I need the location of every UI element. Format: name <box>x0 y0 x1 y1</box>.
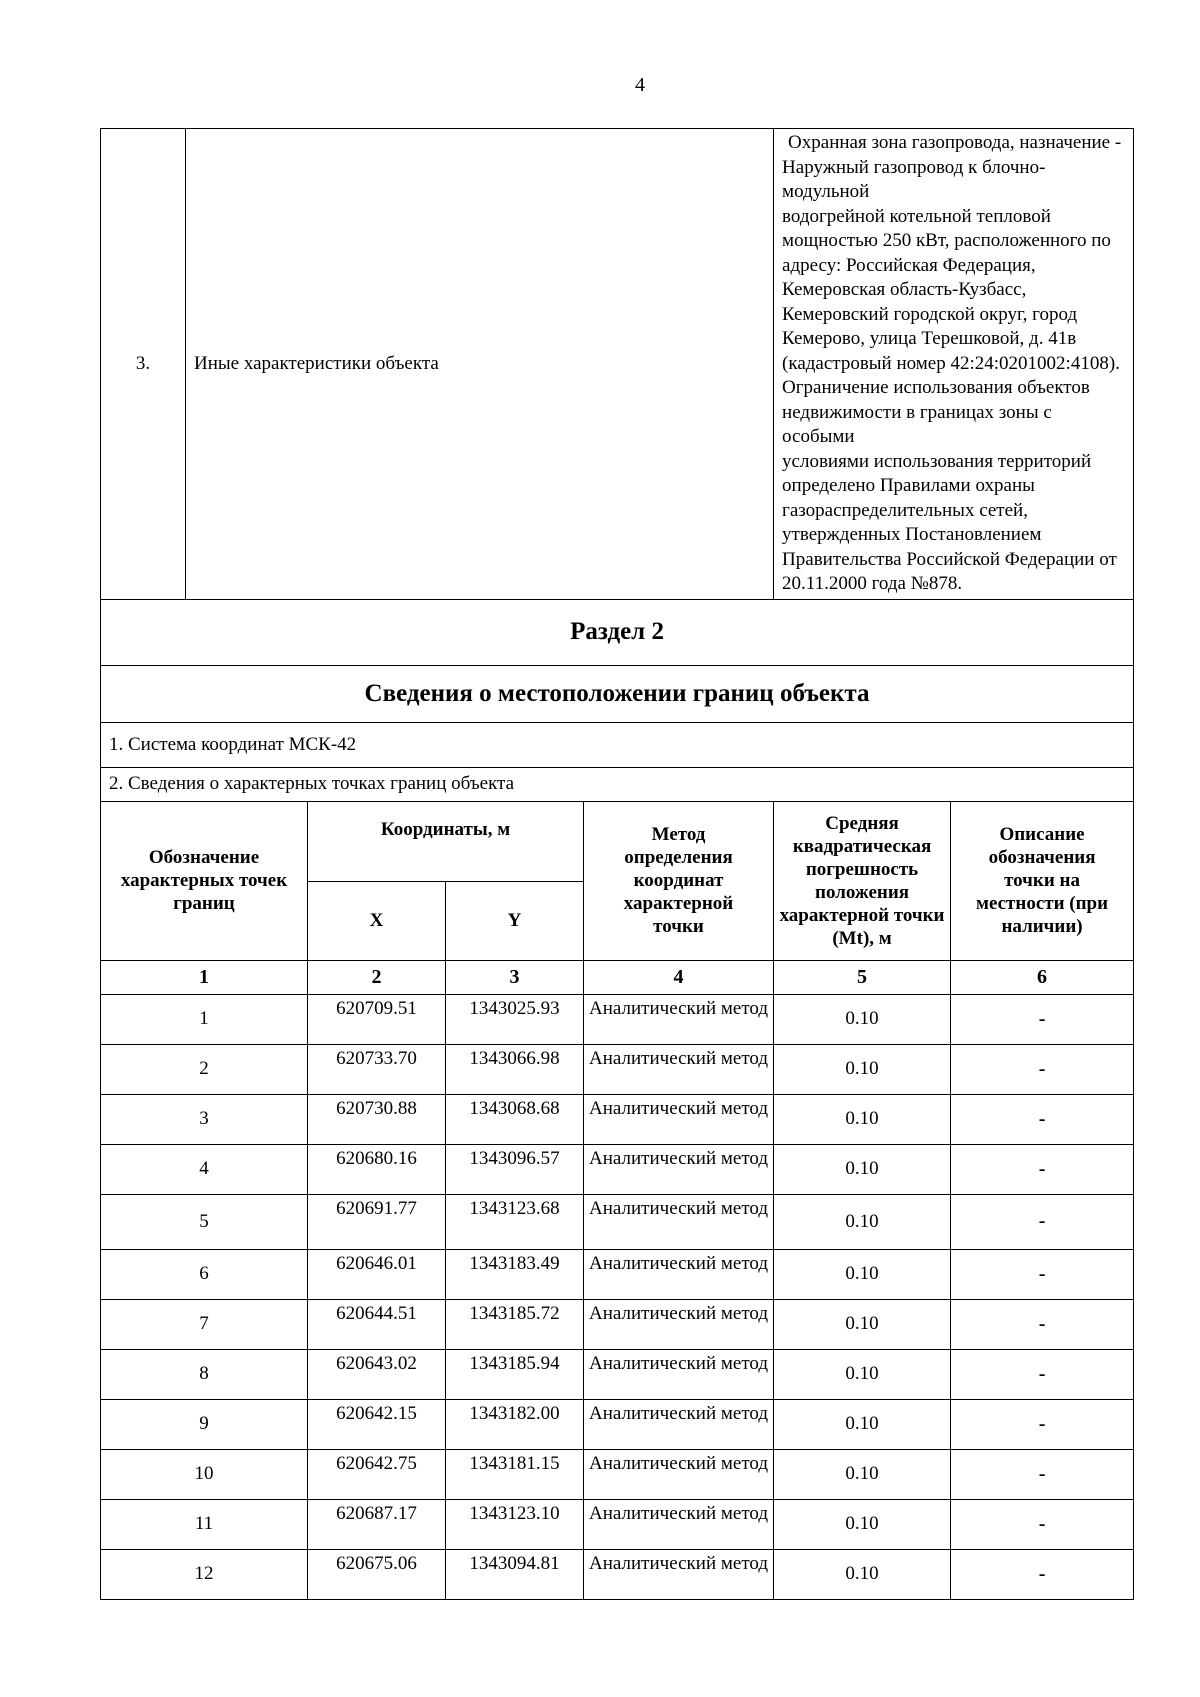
description-line: (кадастровый номер 42:24:0201002:4108). <box>782 352 1120 374</box>
description-line: 20.11.2000 года №878. <box>782 573 963 594</box>
mt-error: 0.10 <box>774 1399 951 1449</box>
description-line: газораспределительных сетей, <box>782 499 1028 521</box>
point-description: - <box>951 1044 1134 1094</box>
mt-error: 0.10 <box>774 1249 951 1299</box>
mt-error: 0.10 <box>774 1449 951 1499</box>
header-coordinates: Координаты, м <box>308 801 584 881</box>
coord-x: 620675.06 <box>308 1549 446 1599</box>
point-description: - <box>951 1399 1134 1449</box>
coord-y: 1343094.81 <box>446 1549 584 1599</box>
description-line: Кемеровский городской округ, город <box>782 303 1078 325</box>
coord-x: 620642.75 <box>308 1449 446 1499</box>
description-line: модульной <box>782 181 870 202</box>
method: Аналитический метод <box>584 1299 774 1349</box>
table-row <box>101 1399 1134 1449</box>
mt-error: 0.10 <box>774 1194 951 1249</box>
point-description: - <box>951 1349 1134 1399</box>
description-line: мощностью 250 кВт, расположенного по <box>782 230 1111 251</box>
column-number: 2 <box>308 960 446 994</box>
coord-x: 620709.51 <box>308 994 446 1044</box>
table-row <box>101 1044 1134 1094</box>
description-line: недвижимости в границах зоны с особыми <box>782 401 1052 447</box>
point-number: 5 <box>101 1194 308 1249</box>
point-number: 3 <box>101 1094 308 1144</box>
mt-error: 0.10 <box>774 1349 951 1399</box>
mt-error: 0.10 <box>774 1499 951 1549</box>
method: Аналитический метод <box>584 1399 774 1449</box>
point-description: - <box>951 1144 1134 1194</box>
points-caption: 2. Сведения о характерных точках границ объекта <box>101 767 1134 801</box>
point-description: - <box>951 994 1134 1044</box>
point-number: 10 <box>101 1449 308 1499</box>
method: Аналитический метод <box>584 1044 774 1094</box>
method: Аналитический метод <box>584 1349 774 1399</box>
mt-error: 0.10 <box>774 994 951 1044</box>
coord-y: 1343182.00 <box>446 1399 584 1449</box>
coord-y: 1343123.10 <box>446 1499 584 1549</box>
point-description: - <box>951 1299 1134 1349</box>
point-number: 4 <box>101 1144 308 1194</box>
coord-y: 1343025.93 <box>446 994 584 1044</box>
column-number: 3 <box>446 960 584 994</box>
document-table <box>100 128 1134 1600</box>
table-row <box>101 1144 1134 1194</box>
mt-error: 0.10 <box>774 1299 951 1349</box>
coordinate-system: 1. Система координат МСК-42 <box>101 722 1134 767</box>
table-row <box>101 1094 1134 1144</box>
description-line: Кемеровская область-Кузбасс, <box>782 279 1027 300</box>
coord-x: 620687.17 <box>308 1499 446 1549</box>
column-number: 4 <box>584 960 774 994</box>
mt-error: 0.10 <box>774 1044 951 1094</box>
point-number: 1 <box>101 994 308 1044</box>
mt-error: 0.10 <box>774 1549 951 1599</box>
table-row <box>101 1499 1134 1549</box>
page-number: 4 <box>635 74 645 96</box>
column-number: 6 <box>951 960 1134 994</box>
table-row <box>101 1194 1134 1249</box>
description-line: Правительства Российской Федерации от <box>782 548 1117 570</box>
section-subtitle: Сведения о местоположении границ объекта <box>101 665 1134 722</box>
coord-y: 1343068.68 <box>446 1094 584 1144</box>
header-designation: Обозначение характерных точек границ <box>101 801 308 960</box>
method: Аналитический метод <box>584 1194 774 1249</box>
point-number: 2 <box>101 1044 308 1094</box>
coord-x: 620733.70 <box>308 1044 446 1094</box>
header-x: X <box>308 881 446 960</box>
coord-x: 620730.88 <box>308 1094 446 1144</box>
point-number: 6 <box>101 1249 308 1299</box>
description-line: Охранная зона газопровода, назначение - <box>788 132 1122 153</box>
coord-x: 620646.01 <box>308 1249 446 1299</box>
coord-y: 1343181.15 <box>446 1449 584 1499</box>
coord-y: 1343185.72 <box>446 1299 584 1349</box>
point-description: - <box>951 1499 1134 1549</box>
object-characteristics-row <box>101 129 1134 600</box>
description-line: водогрейной котельной тепловой <box>782 205 1051 227</box>
row-label: Иные характеристики объекта <box>186 129 774 600</box>
table-row <box>101 1349 1134 1399</box>
description-line: условиями использования территорий <box>782 450 1092 472</box>
coord-y: 1343123.68 <box>446 1194 584 1249</box>
table-row <box>101 1549 1134 1599</box>
header-error: Средняя квадратическая погрешность положения характерной точки (Mt), м <box>774 801 951 960</box>
coord-x: 620691.77 <box>308 1194 446 1249</box>
row-number: 3. <box>101 129 186 600</box>
column-number: 1 <box>101 960 308 994</box>
table-row <box>101 1449 1134 1499</box>
point-number: 11 <box>101 1499 308 1549</box>
method: Аналитический метод <box>584 1249 774 1299</box>
coord-x: 620643.02 <box>308 1349 446 1399</box>
method: Аналитический метод <box>584 1499 774 1549</box>
column-number: 5 <box>774 960 951 994</box>
point-number: 12 <box>101 1549 308 1599</box>
description-line: адресу: Российская Федерация, <box>782 254 1036 276</box>
method: Аналитический метод <box>584 1549 774 1599</box>
header-method: Метод определения координат характерной точки <box>584 801 774 960</box>
description-line: Кемерово, улица Терешковой, д. 41в <box>782 328 1077 349</box>
point-rows <box>101 994 1134 1599</box>
point-description: - <box>951 1094 1134 1144</box>
header-y: Y <box>446 881 584 960</box>
description-line: определено Правилами охраны <box>782 475 1035 496</box>
mt-error: 0.10 <box>774 1144 951 1194</box>
coord-y: 1343185.94 <box>446 1349 584 1399</box>
description-line: Наружный газопровод к блочно- <box>782 156 1046 178</box>
method: Аналитический метод <box>584 1094 774 1144</box>
coord-x: 620644.51 <box>308 1299 446 1349</box>
point-description: - <box>951 1194 1134 1249</box>
point-number: 9 <box>101 1399 308 1449</box>
coord-y: 1343183.49 <box>446 1249 584 1299</box>
point-number: 8 <box>101 1349 308 1399</box>
table-row <box>101 1299 1134 1349</box>
object-description <box>774 129 1134 600</box>
description-line: Ограничение использования объектов <box>782 377 1090 398</box>
point-description: - <box>951 1449 1134 1499</box>
method: Аналитический метод <box>584 1449 774 1499</box>
point-description: - <box>951 1249 1134 1299</box>
section-title: Раздел 2 <box>101 599 1134 665</box>
mt-error: 0.10 <box>774 1094 951 1144</box>
table-row <box>101 1249 1134 1299</box>
method: Аналитический метод <box>584 994 774 1044</box>
header-description: Описание обозначения точки на местности (при наличии) <box>951 801 1134 960</box>
coord-y: 1343096.57 <box>446 1144 584 1194</box>
point-description: - <box>951 1549 1134 1599</box>
description-line: утвержденных Постановлением <box>782 524 1042 545</box>
table-row <box>101 994 1134 1044</box>
column-numbers-row <box>101 960 1134 994</box>
coord-y: 1343066.98 <box>446 1044 584 1094</box>
coord-x: 620642.15 <box>308 1399 446 1449</box>
coord-x: 620680.16 <box>308 1144 446 1194</box>
method: Аналитический метод <box>584 1144 774 1194</box>
point-number: 7 <box>101 1299 308 1349</box>
